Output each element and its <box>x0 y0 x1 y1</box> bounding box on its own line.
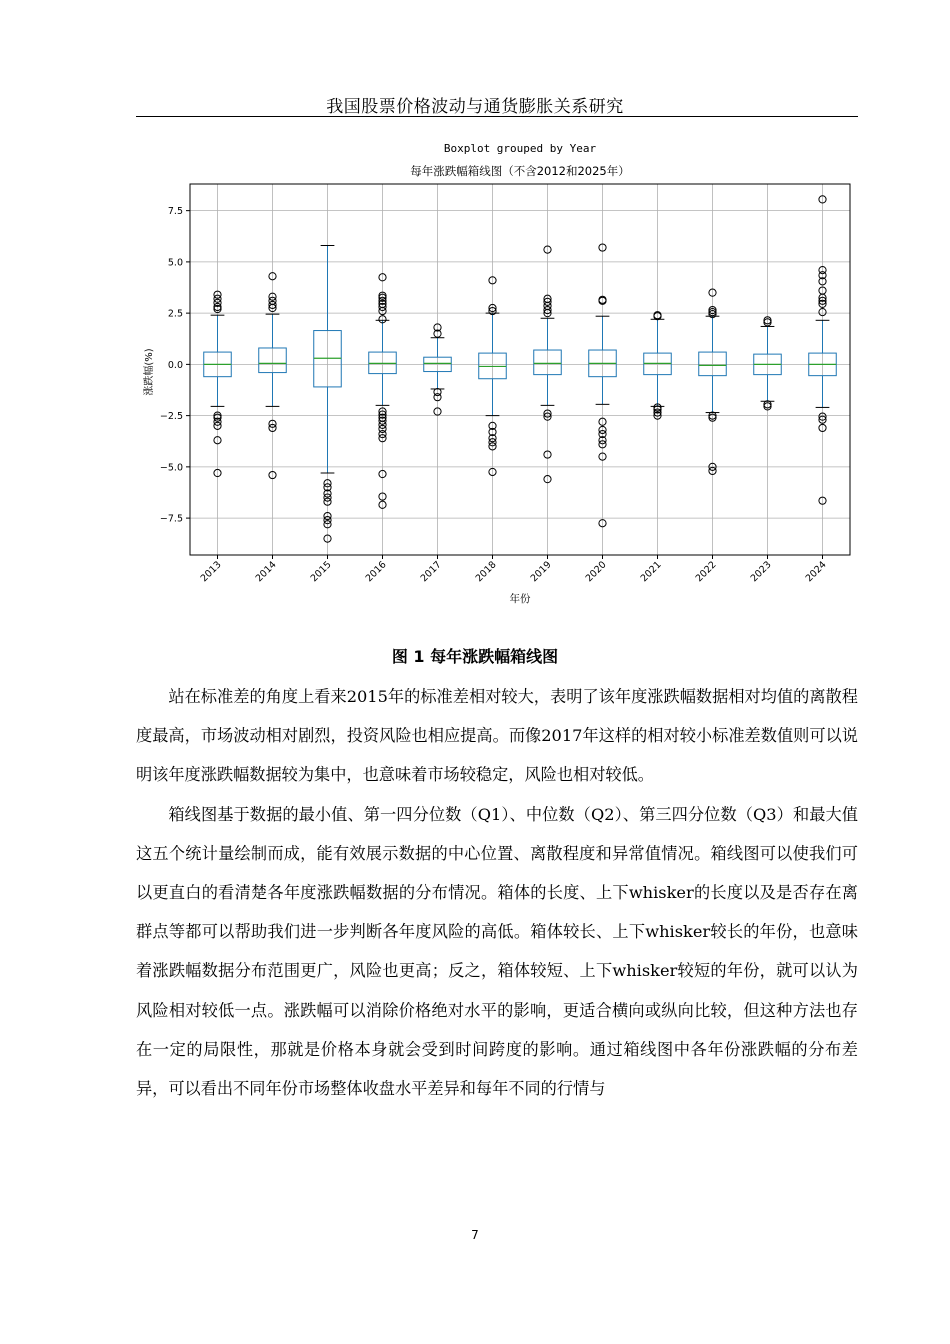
y-tick-label: −2.5 <box>159 411 183 423</box>
x-tick-label: 2019 <box>528 559 554 585</box>
figure-caption: 图 1 每年涨跌幅箱线图 <box>391 647 559 666</box>
x-tick-label: 2024 <box>803 559 829 585</box>
x-tick-label: 2022 <box>693 559 719 585</box>
body-text <box>136 677 858 1108</box>
grid-layer <box>190 184 850 555</box>
header-rule <box>136 116 858 117</box>
y-tick-label: 5.0 <box>167 257 183 269</box>
y-tick-label: 7.5 <box>167 206 183 218</box>
chart-suptitle: Boxplot grouped by Year <box>443 142 597 155</box>
x-tick-label: 2015 <box>308 559 334 585</box>
x-tick-label: 2013 <box>198 559 224 585</box>
x-tick-label: 2023 <box>748 559 774 585</box>
y-tick-label: −7.5 <box>159 513 183 525</box>
x-tick-label: 2020 <box>583 559 609 585</box>
y-tick-label: 0.0 <box>167 359 183 371</box>
x-tick-label: 2021 <box>638 559 664 585</box>
boxplot-figure <box>136 132 858 612</box>
y-tick-label: −5.0 <box>159 462 183 474</box>
box-layer <box>204 196 837 542</box>
paragraph-2: 箱线图基于数据的最小值、第一四分位数（Q1）、中位数（Q2）、第三四分位数（Q3）和最大值这五个统计量绘制而成，能有效展示数据的中心位置、离散程度和异常值情况。箱线图可以使我们可以更直白的看清楚各年度涨跌幅数据的分布情况。箱体的长度、上下whisker的长度以及是否存在离群点等都可以帮助我们进一步判断各年度风险的高低。箱体较长、上下whisker较长的年份，也意味着涨跌幅数据分布范围更广，风险也更高；反之，箱体较短、上下whisker较短的年份，就可以认为风险相对较低一点。涨跌幅可以消除价格绝对水平的影响，更适合横向或纵向比较，但这种方法也存在一定的局限性，那就是价格本身就会受到时间跨度的影响。通过箱线图中各年份涨跌幅的分布差异，可以看出不同年份市场整体收盘水平差异和每年不同的行情与 <box>136 804 858 1099</box>
chart-title: 每年涨跌幅箱线图（不含2012和2025年） <box>410 164 630 178</box>
page-number: 7 <box>471 1228 479 1242</box>
y-tick-label: 2.5 <box>167 308 183 320</box>
axis-layer <box>160 184 850 584</box>
x-tick-label: 2017 <box>418 559 444 585</box>
running-header: 我国股票价格波动与通货膨胀关系研究 <box>326 97 624 117</box>
x-tick-label: 2016 <box>363 559 389 585</box>
paragraph-1: 站在标准差的角度上看来2015年的标准差相对较大，表明了该年度涨跌幅数据相对均值的离散程度最高，市场波动相对剧烈，投资风险也相应提高。而像2017年这样的相对较小标准差数值则可以说明该年度涨跌幅数据较为集中，也意味着市场较稳定，风险也相对较低。 <box>136 687 858 785</box>
x-axis-label: 年份 <box>509 593 531 605</box>
plot-frame <box>190 184 850 555</box>
y-axis-label: 涨跌幅(%) <box>144 348 155 396</box>
x-tick-label: 2014 <box>253 559 279 585</box>
boxplot-chart <box>136 132 858 612</box>
x-tick-label: 2018 <box>473 559 499 585</box>
